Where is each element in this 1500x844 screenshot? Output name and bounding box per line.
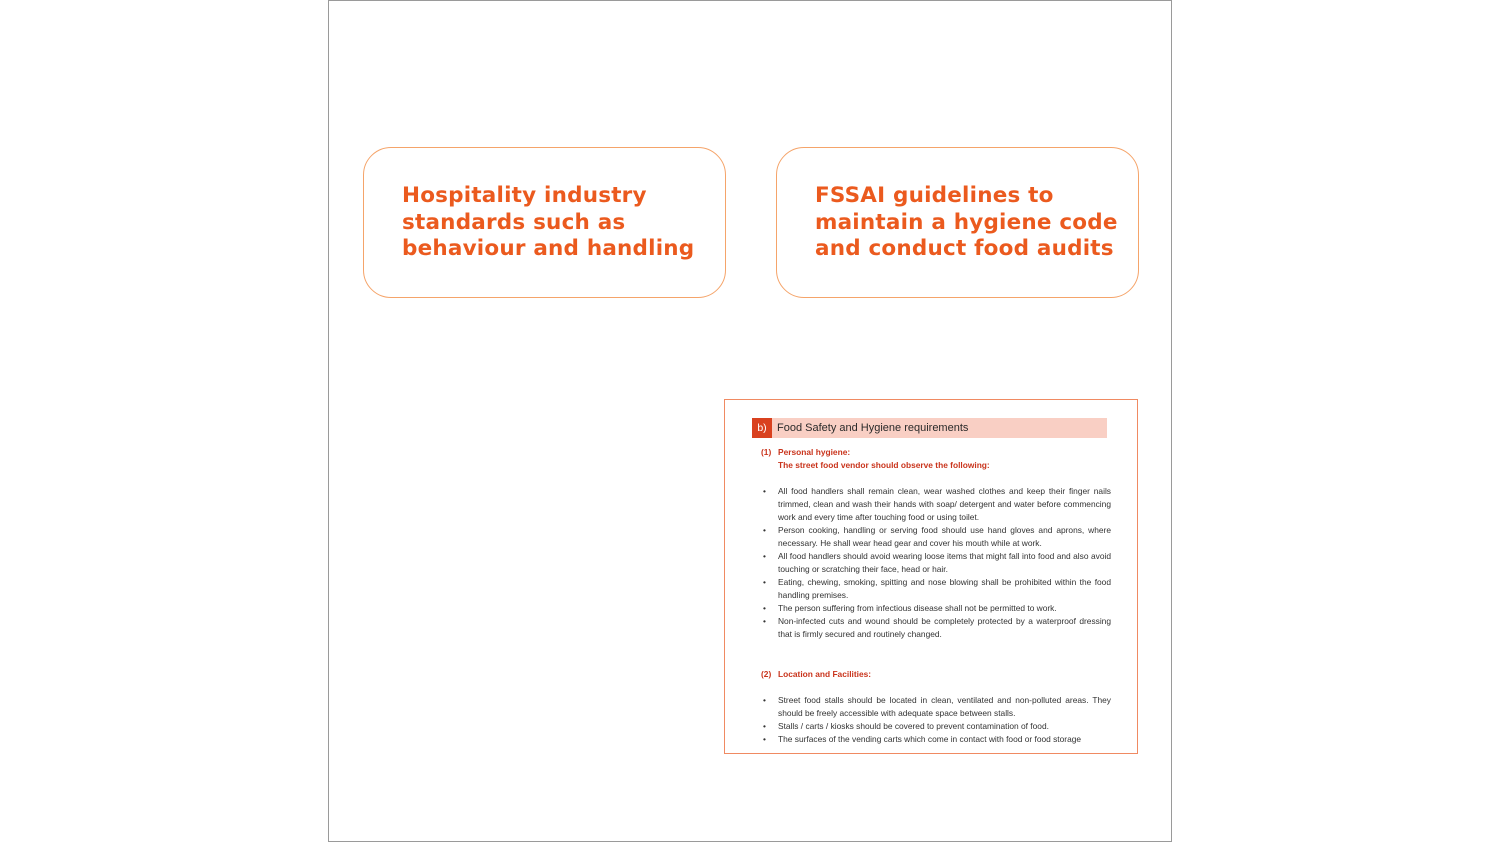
list-item: • All food handlers should avoid wearing loose items that might fall into food and also avoid touching or scratching their face, head or hair. (761, 550, 1111, 576)
card-hospitality-standards (363, 147, 726, 298)
subsection-number: (2) (761, 669, 772, 679)
section-letter: b) (752, 418, 772, 438)
section-title: Food Safety and Hygiene requirements (777, 422, 969, 434)
section-header (752, 418, 1107, 438)
list-item: • Person cooking, handling or serving food should use hand gloves and aprons, where necessary. He shall wear head gear and cover his mouth while at work. (761, 524, 1111, 550)
card-text: Hospitality industry standards such as behaviour and handling (402, 183, 695, 261)
subsection-number: (1) (761, 447, 772, 457)
list-item: • The person suffering from infectious disease shall not be permitted to work. (761, 602, 1111, 615)
list-item: • Eating, chewing, smoking, spitting and nose blowing shall be prohibited within the food handling premises. (761, 576, 1111, 602)
document-excerpt (724, 399, 1138, 754)
list-item: • Stalls / carts / kiosks should be covered to prevent contamination of food. (761, 720, 1111, 733)
subsection-heading: Location and Facilities: (778, 669, 872, 679)
list-item: • All food handlers shall remain clean, wear washed clothes and keep their finger nails trimmed, clean and wash their hands with soap/ detergent and water before commencing work and every time after touching food or using toilet. (761, 485, 1111, 524)
personal-hygiene-list (761, 485, 1111, 641)
list-item: • Street food stalls should be located in clean, ventilated and non-polluted areas. They should be freely accessible with adequate space between stalls. (761, 694, 1111, 720)
list-item: • Non-infected cuts and wound should be completely protected by a waterproof dressing that is firmly secured and routinely changed. (761, 615, 1111, 641)
subsection-heading: Personal hygiene: (778, 447, 851, 457)
card-fssai-guidelines (776, 147, 1139, 298)
location-facilities-list (761, 694, 1111, 746)
card-text: FSSAI guidelines to maintain a hygiene code and conduct food audits (815, 183, 1118, 261)
list-item: • The surfaces of the vending carts which come in contact with food or food storage (761, 733, 1111, 746)
subsection-subheading: The street food vendor should observe the following: (778, 460, 990, 470)
